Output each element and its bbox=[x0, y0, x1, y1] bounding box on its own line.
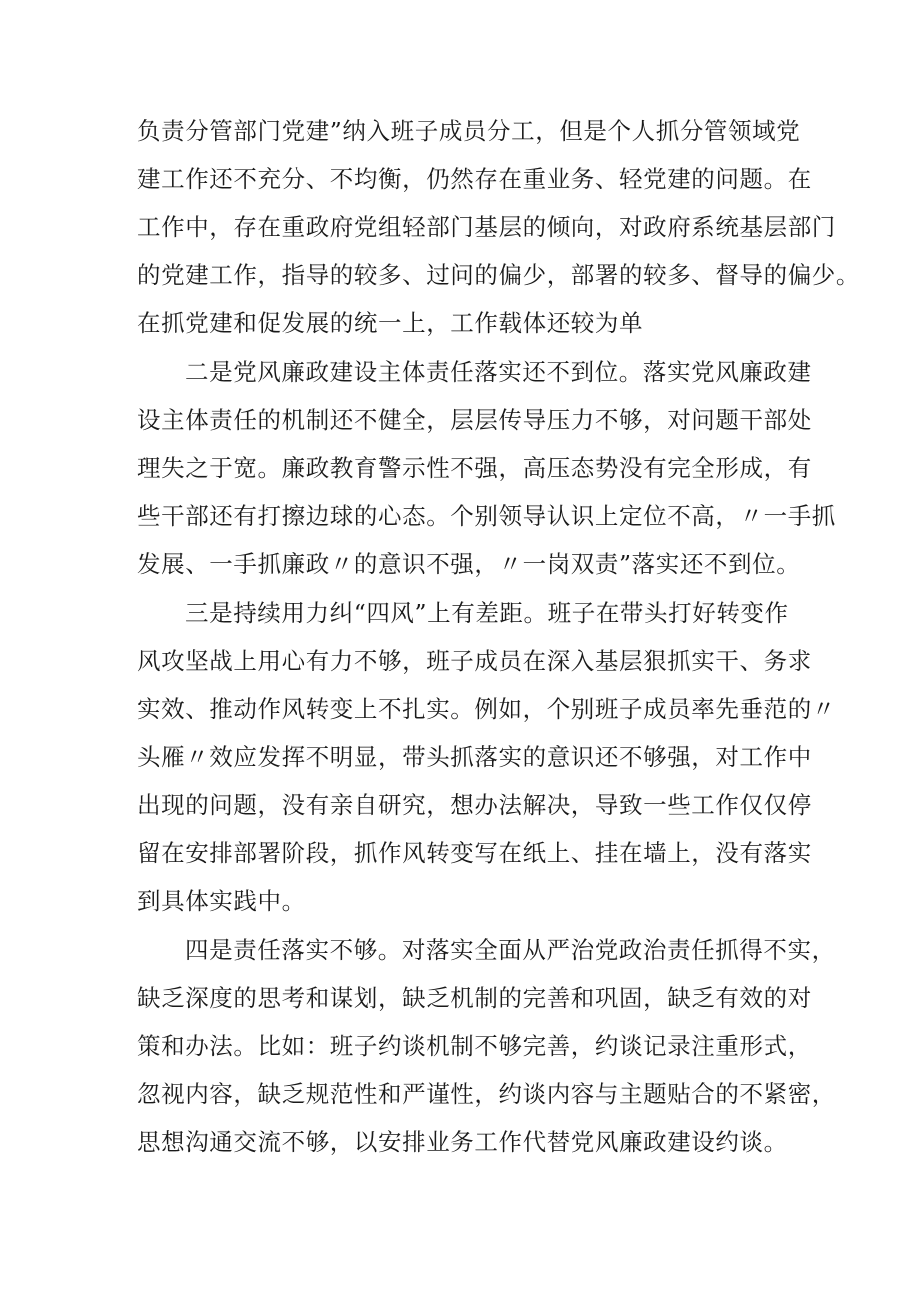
paragraph-line: 实效、推动作风转变上不扎实。例如，个别班子成员率先垂范的〃 bbox=[137, 695, 836, 723]
paragraph-line: 到具体实践中。 bbox=[137, 887, 306, 915]
paragraph-line: 在抓党建和促发展的统一上，工作载体还较为单 bbox=[137, 309, 644, 337]
paragraph-line: 思想沟通交流不够，以安排业务工作代替党风廉政建设约谈。 bbox=[137, 1128, 788, 1156]
paragraph-line: 四是责任落实不够。对落实全面从严治党政治责任抓得不实， bbox=[185, 936, 836, 964]
paragraph-line: 二是党风廉政建设主体责任落实还不到位。落实党风廉政建 bbox=[185, 358, 812, 386]
paragraph-line: 头雁〃效应发挥不明显，带头抓落实的意识还不够强，对工作中 bbox=[137, 743, 812, 771]
paragraph-line: 三是持续用力纠“四风”上有差距。班子在带头打好转变作 bbox=[185, 599, 789, 627]
paragraph-line: 发展、一手抓廉政〃的意识不强，〃一岗双责”落实还不到位。 bbox=[137, 550, 801, 578]
paragraph-line: 留在安排部署阶段，抓作风转变写在纸上、挂在墙上，没有落实 bbox=[137, 839, 812, 867]
paragraph-line: 出现的问题，没有亲自研究，想办法解决，导致一些工作仅仅停 bbox=[137, 791, 812, 819]
paragraph-line: 设主体责任的机制还不健全，层层传导压力不够，对问题干部处 bbox=[137, 406, 812, 434]
paragraph-line: 些干部还有打擦边球的心态。个别领导认识上定位不高，〃一手抓 bbox=[137, 502, 836, 530]
paragraph-line: 建工作还不充分、不均衡，仍然存在重业务、轻党建的问题。在 bbox=[137, 165, 812, 193]
paragraph-line: 负责分管部门党建”纳入班子成员分工，但是个人抓分管领域党 bbox=[137, 117, 801, 145]
paragraph-line: 理失之于宽。廉政教育警示性不强，高压态势没有完全形成，有 bbox=[137, 454, 812, 482]
paragraph-line: 的党建工作，指导的较多、过问的偏少，部署的较多、督导的偏少。 bbox=[137, 261, 860, 289]
paragraph-line: 策和办法。比如：班子约谈机制不够完善，约谈记录注重形式， bbox=[137, 1032, 812, 1060]
paragraph-line: 风攻坚战上用心有力不够，班子成员在深入基层狠抓实干、务求 bbox=[137, 647, 812, 675]
paragraph-line: 缺乏深度的思考和谋划，缺乏机制的完善和巩固，缺乏有效的对 bbox=[137, 984, 812, 1012]
paragraph-line: 忽视内容，缺乏规范性和严谨性，约谈内容与主题贴合的不紧密， bbox=[137, 1080, 836, 1108]
paragraph-line: 工作中，存在重政府党组轻部门基层的倾向，对政府系统基层部门 bbox=[137, 213, 836, 241]
